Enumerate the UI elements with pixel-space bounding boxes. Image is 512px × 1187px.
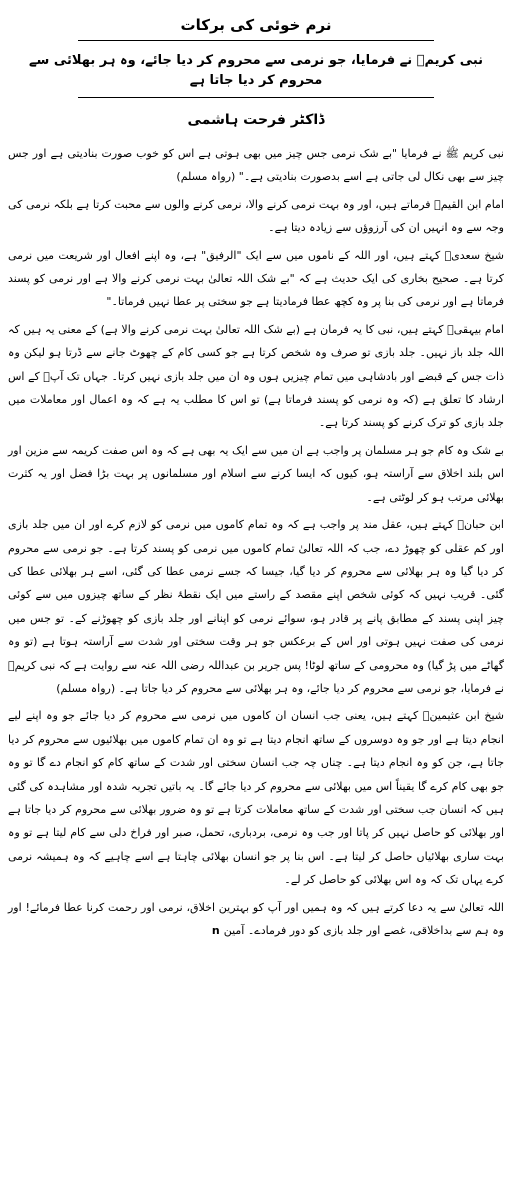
paragraph: بے شک وہ کام جو ہر مسلمان پر واجب ہے ان میں سے ایک یہ بھی ہے کہ وہ اس صفت کریمہ سے مزین اور اس بلند اخلاق سے آراستہ ہو، کیوں کہ ایسا کرنے سے اسلام اور مسلمانوں پر بہت بڑا فضل اور یہ کثرت بھلائی مرتب ہو کر لوٹتی ہے۔ xyxy=(8,443,504,504)
subtitle-divider xyxy=(78,97,434,98)
article-title: نرم خوئی کی برکات xyxy=(180,16,332,34)
article-subtitle: نبی کریمؐ نے فرمایا، جو نرمی سے محروم کر دیا جائے، وہ ہر بھلائی سے محروم کر دیا جاتا ہے xyxy=(28,53,484,88)
title-divider xyxy=(78,40,434,41)
paragraph: ابن حبانؒ کہتے ہیں، عقل مند پر واجب ہے کہ وہ تمام کاموں میں نرمی کو لازم کرے اور ان میں جلد بازی اور کم عقلی کو چھوڑ دے، جب کہ اللہ تعالیٰ تمام کاموں میں نرمی کو پسند کرتا ہے۔ جو نرمی سے محروم کر دیا گیا وہ ہر بھلائی سے محروم کر دیا گیا، جیسا کہ جسے نرمی عطا کی گئی، اسے ہر بھلائی عطا کی گئی۔ قریب نہیں کہ کوئی شخص اپنے مقصد کے راستے میں ایک نقطۂ نظر کے ساتھ چیزوں میں سے کوئی چیز اپنی پسند کے مطابق پانے پر قادر ہو، سوائے نرمی کو اپنانے اور جلد بازی کو چھوڑنے کے۔ تو جس میں نرمی کی صفت نہیں ہوتی اور اس کے برعکس جو ہر وقت سختی اور شدت سے آراستہ ہوتا ہے (تو وہ گھاٹے میں پڑ گیا) وہ محرومی کے ساتھ لوٹا! پس جریر بن عبداللہ رضی اللہ عنہ سے روایت ہے کہ نبی کریمؐ نے فرمایا، جو نرمی سے محروم کر دیا جائے، وہ ہر بھلائی سے محروم کر دیا جاتا ہے۔ (رواہ مسلم) xyxy=(8,518,504,695)
closing-paragraph-text: اللہ تعالیٰ سے یہ دعا کرتے ہیں کہ وہ ہمیں اور آپ کو بہترین اخلاق، نرمی اور رحمت کرنا عطا فرمائے! اور وہ ہم سے بداخلاقی، غصے اور جلد بازی کو دور فرمادے۔ آمین xyxy=(8,900,504,937)
paragraph: امام بیہقیؒ کہتے ہیں، نبی کا یہ فرمان ہے (بے شک اللہ تعالیٰ بہت نرمی کرنے والا ہے) کے معنی یہ ہیں کہ اللہ جلد باز نہیں۔ جلد بازی تو صرف وہ شخص کرتا ہے جو کسی کام کے چھوٹ جانے سے ڈرتا ہو لیکن وہ ذات جس کے قبضے اور بادشاہی میں تمام چیزیں ہوں وہ ان میں جلد بازی نہیں کرتا۔ جہاں تک آپؐ کے اس ارشاد کا تعلق ہے (کہ وہ نرمی کو پسند فرماتا ہے) تو اس کا مطلب یہ ہے کہ وہ اعمال اور معاملات میں جلد بازی کو ترک کرنے کو پسند کرتا ہے۔ xyxy=(8,322,504,430)
article-header xyxy=(8,14,504,130)
closing-paragraph xyxy=(8,896,504,943)
paragraph: امام ابن القیمؒ فرماتے ہیں، اور وہ بہت نرمی کرنے والا، نرمی کرنے والوں سے محبت کرتا ہے بلکہ نرمی کی وجہ سے وہ انہیں ان کی آرزوؤں سے زیادہ دیتا ہے۔ xyxy=(8,197,504,235)
paragraph: شیخ سعدیؒ کہتے ہیں، اور اللہ کے ناموں میں سے ایک "الرفیق" ہے، وہ اپنے افعال اور شریعت میں نرمی کرتا ہے۔ صحیح بخاری کی ایک حدیث ہے کہ "بے شک اللہ تعالیٰ بہت نرمی کرنے والا ہے اور نرمی کو پسند فرماتا ہے اور نرمی کی بنا پر وہ کچھ عطا فرمادیتا ہے جو سختی پر عطا نہیں فرماتا۔" xyxy=(8,248,504,309)
paragraph: شیخ ابن عثیمینؒ کہتے ہیں، یعنی جب انسان ان کاموں میں نرمی سے محروم کر دیا جائے جو وہ اپنے لیے انجام دیتا ہے اور جو وہ دوسروں کے ساتھ انجام دیتا ہے تو وہ ان تمام کاموں میں بھلائیوں سے محروم کر دیا جاتا ہے، جن کو وہ انجام دیتا ہے۔ چناں چہ جب انسان سختی اور شدت کے ساتھ کام کو انجام دے گا تو وہ جو بھی کام کرے گا یقیناً اس میں بھلائی سے محروم کر دیا جائے گا۔ یہ باتیں تجربہ شدہ اور مشاہدہ کی گئی ہیں کہ انسان جب سختی اور شدت کے ساتھ معاملات کرتا ہے تو وہ ضرور بھلائی سے محروم کر دیا جاتا ہے اور بھلائی کو حاصل نہیں کر پاتا اور جب وہ نرمی، بردباری، تحمل، صبر اور فراخ دلی سے کام لیتا ہے تو وہ بہت ساری بھلائیاں حاصل کر لیتا ہے۔ اس بنا پر جو انسان بھلائی چاہتا ہے اسے چاہیے کہ وہ ہمیشہ نرمی کرے یہاں تک کہ وہ اس بھلائی کو حاصل کر لے۔ xyxy=(8,709,504,887)
paragraph: نبی کریم ﷺ نے فرمایا "بے شک نرمی جس چیز میں بھی ہوتی ہے اس کو خوب صورت بنادیتی ہے اور جس چیز سے بھی نکال لی جاتی ہے اسے بدصورت بنادیتی ہے۔" (رواہ مسلم) xyxy=(8,147,504,184)
article-author: ڈاکٹر فرحت ہاشمی xyxy=(187,112,325,128)
end-mark: n xyxy=(211,924,220,937)
article-body xyxy=(8,142,504,942)
